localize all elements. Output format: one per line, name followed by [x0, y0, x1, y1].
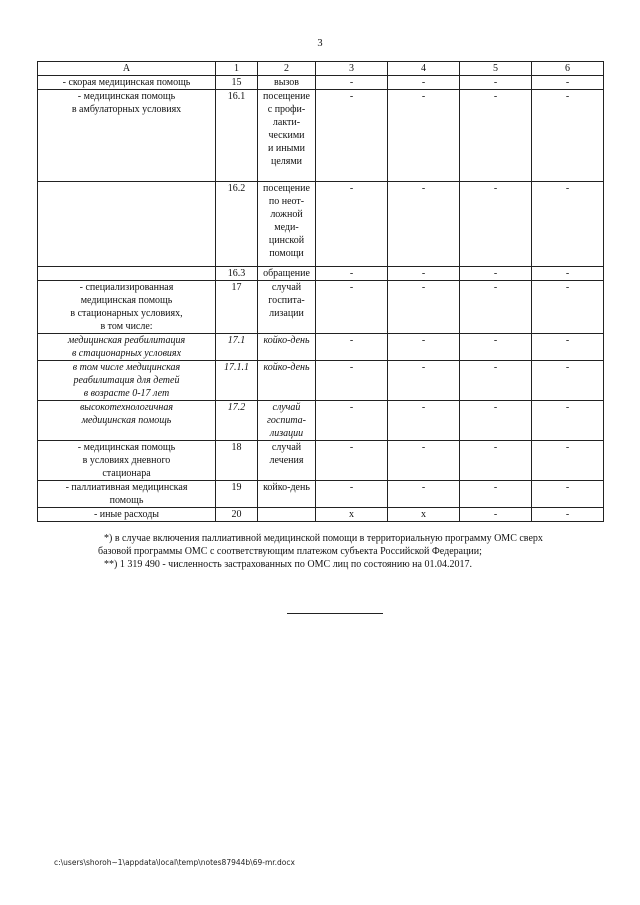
- page-number: 3: [317, 38, 323, 49]
- row-value: -: [532, 441, 604, 481]
- row-value: -: [316, 76, 388, 90]
- row-value: -: [532, 401, 604, 441]
- row-value: -: [316, 267, 388, 281]
- table-row: [38, 281, 604, 334]
- row-value: -: [532, 267, 604, 281]
- row-value: -: [316, 182, 388, 267]
- row-label: - медицинская помощь в условиях дневного стационара: [38, 441, 216, 481]
- table-row: [38, 481, 604, 508]
- row-value: -: [532, 334, 604, 361]
- row-label: - скорая медицинская помощь: [38, 76, 216, 90]
- row-number: 15: [216, 76, 258, 90]
- row-label: - медицинская помощь в амбулаторных условиях: [38, 90, 216, 182]
- row-label: - специализированная медицинская помощь в стационарных условиях, в том числе:: [38, 281, 216, 334]
- table-row: [38, 267, 604, 281]
- row-value: -: [460, 401, 532, 441]
- row-value: -: [532, 90, 604, 182]
- row-unit: обращение: [258, 267, 316, 281]
- row-unit: посещение по неот- ложной меди- цинской помощи: [258, 182, 316, 267]
- row-unit: случай госпита- лизации: [258, 281, 316, 334]
- header-cell: 1: [216, 62, 258, 76]
- row-label: [38, 267, 216, 281]
- row-value: -: [460, 182, 532, 267]
- row-number: 17.1: [216, 334, 258, 361]
- row-value: -: [532, 76, 604, 90]
- table-row: [38, 334, 604, 361]
- row-value: -: [460, 281, 532, 334]
- row-unit: вызов: [258, 76, 316, 90]
- table-row: [38, 508, 604, 522]
- row-value: -: [532, 361, 604, 401]
- row-value: -: [460, 267, 532, 281]
- file-path: c:\users\shoroh~1\appdata\local\temp\notes87944b\69-mr.docx: [54, 858, 295, 867]
- row-value: -: [532, 481, 604, 508]
- table-row: [38, 441, 604, 481]
- row-number: 16.2: [216, 182, 258, 267]
- row-value: -: [316, 361, 388, 401]
- row-value: -: [532, 508, 604, 522]
- row-unit: случай лечения: [258, 441, 316, 481]
- row-value: -: [460, 334, 532, 361]
- row-value: -: [460, 481, 532, 508]
- row-value: х: [388, 508, 460, 522]
- row-label: медицинская реабилитация в стационарных условиях: [38, 334, 216, 361]
- row-label: в том числе медицинская реабилитация для детей в возрасте 0-17 лет: [38, 361, 216, 401]
- footnote-1: *) в случае включения паллиативной медицинской помощи в территориальную программу ОМС сверх: [104, 533, 543, 544]
- row-value: -: [388, 334, 460, 361]
- row-value: -: [316, 441, 388, 481]
- row-value: -: [388, 76, 460, 90]
- header-cell: 5: [460, 62, 532, 76]
- row-value: -: [532, 182, 604, 267]
- row-number: 16.1: [216, 90, 258, 182]
- row-value: -: [388, 267, 460, 281]
- row-unit: посещение с профи- лакти- ческими и иными целями: [258, 90, 316, 182]
- table-header-row: [38, 62, 604, 76]
- row-value: -: [460, 76, 532, 90]
- row-value: -: [460, 508, 532, 522]
- footnote-1-cont: базовой программы ОМС с соответствующим платежом субъекта Российской Федерации;: [98, 546, 482, 557]
- table-row: [38, 90, 604, 182]
- data-table: [37, 61, 604, 522]
- row-number: 17.2: [216, 401, 258, 441]
- row-label: высокотехнологичная медицинская помощь: [38, 401, 216, 441]
- row-label: - паллиативная медицинская помощь: [38, 481, 216, 508]
- header-cell: 4: [388, 62, 460, 76]
- row-number: 17.1.1: [216, 361, 258, 401]
- row-number: 19: [216, 481, 258, 508]
- row-value: -: [388, 182, 460, 267]
- row-unit: случай госпита- лизации: [258, 401, 316, 441]
- header-cell: 6: [532, 62, 604, 76]
- header-cell: 3: [316, 62, 388, 76]
- table-row: [38, 361, 604, 401]
- row-value: -: [460, 441, 532, 481]
- row-number: 18: [216, 441, 258, 481]
- row-label: [38, 182, 216, 267]
- row-value: -: [316, 401, 388, 441]
- row-value: -: [388, 281, 460, 334]
- row-value: -: [316, 481, 388, 508]
- row-value: -: [388, 90, 460, 182]
- footnote-2: **) 1 319 490 - численность застрахованных по ОМС лиц по состоянию на 01.04.2017.: [104, 559, 472, 570]
- row-value: -: [316, 90, 388, 182]
- row-value: -: [532, 281, 604, 334]
- header-cell: 2: [258, 62, 316, 76]
- row-value: -: [460, 361, 532, 401]
- row-value: -: [316, 334, 388, 361]
- row-value: -: [388, 481, 460, 508]
- row-number: 17: [216, 281, 258, 334]
- row-number: 20: [216, 508, 258, 522]
- table-row: [38, 182, 604, 267]
- row-value: -: [388, 361, 460, 401]
- row-value: -: [388, 441, 460, 481]
- row-unit: койко-день: [258, 361, 316, 401]
- table-row: [38, 76, 604, 90]
- header-cell: А: [38, 62, 216, 76]
- row-value: х: [316, 508, 388, 522]
- separator-line: [287, 613, 383, 614]
- row-unit: [258, 508, 316, 522]
- row-label: - иные расходы: [38, 508, 216, 522]
- row-unit: койко-день: [258, 481, 316, 508]
- row-value: -: [388, 401, 460, 441]
- row-unit: койко-день: [258, 334, 316, 361]
- row-value: -: [460, 90, 532, 182]
- row-number: 16.3: [216, 267, 258, 281]
- row-value: -: [316, 281, 388, 334]
- footnotes: [0, 532, 640, 571]
- table-row: [38, 401, 604, 441]
